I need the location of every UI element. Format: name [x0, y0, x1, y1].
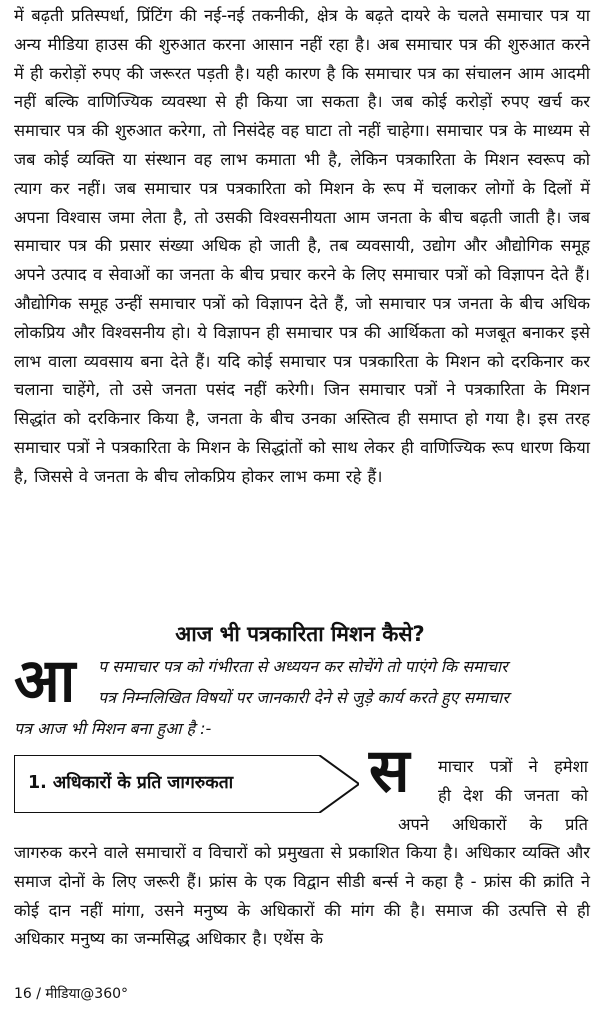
body-paragraph: में बढ़ती प्रतिस्पर्धा, प्रिंटिंग की नई-नई तकनीकी, क्षेत्र के बढ़ते दायरे के चलते समाचार पत्र या अन्य मीडिया हाउस की शुरुआत करना आसान नहीं रहा है। अब समाचार पत्र की शुरुआत करने में ही करोड़ों रुपए की जरूरत पड़ती है। यही कारण है कि समाचार पत्र का संचालन आम आदमी नहीं बल्कि वाणिज्यिक व्यवस्था से ही किया जा सकता है। जब कोई करोड़ों रुपए खर्च कर समाचार पत्र की शुरुआत करेगा, तो निसंदेह वह घाटा तो नहीं चाहेगा। समाचार पत्र के माध्यम से जब कोई व्यक्ति या संस्थान वह लाभ कमाता भी है, लेकिन पत्रकारिता के मिशन स्वरूप को त्याग कर नहीं। जब समाचार पत्र पत्रकारिता को मिशन के रूप में चलाकर लोगों के दिलों में अपना विश्वास जमा लेता है, तो उसकी विश्वसनीयता आम जनता के बीच बढ़ती जाती है। जब समाचार पत्र की प्रसार संख्या अधिक हो जाती है, तब व्यवसायी, उद्योग और औद्योगिक समूह अपने उत्पाद व सेवाओं का जनता के बीच प्रचार करने के लिए समाचार पत्रों को विज्ञापन देते हैं। औद्योगिक समूह उन्हीं समाचार पत्रों को विज्ञापन देते हैं, जो समाचार पत्र जनता के बीच अधिक लोकप्रिय और विश्वसनीय हो। ये विज्ञापन ही समाचार पत्र की आर्थिकता को मजबूत बनाकर इसे लाभ वाला व्यवसाय बना देते हैं। यदि कोई समाचार पत्र पत्रकारिता के मिशन को दरकिनार कर चलाना चाहेंगे, तो उसे जनता पसंद नहीं करेगी। जिन समाचार पत्रों ने पत्रकारिता के मिशन सिद्धांत को दरकिनार किया है, जनता के बीच उनका अस्तित्व ही समाप्त हो गया है। इस तरह समाचार पत्रों ने पत्रकारिता के मिशन के सिद्धांतों को साथ लेकर ही वाणिज्यिक रूप धारण किया है, जिससे वे जनता के बीच लोकप्रिय होकर लाभ कमा रहे हैं। [14, 6, 590, 486]
intro-line: प समाचार पत्र को गंभीरता से अध्ययन कर सोचेंगे तो पाएंगे कि समाचार [98, 657, 508, 676]
drop-cap: आ [14, 646, 76, 716]
section-heading: आज भी पत्रकारिता मिशन कैसे? [175, 622, 425, 646]
subsection-title-box [14, 755, 359, 813]
side-text-line: ही देश की जनता को [438, 786, 588, 805]
drop-cap: स [369, 736, 410, 806]
intro-line: पत्र आज भी मिशन बना हुआ है :- [14, 719, 212, 738]
body-paragraph: जागरुक करने वाले समाचारों व विचारों को प्रमुखता से प्रकाशित किया है। अधिकार व्यक्ति और समाज दोनों के लिए जरूरी हैं। फ्रांस के एक विद्वान सीडी बर्न्स ने कहा है - फ्रांस की क्रांति ने कोई दान नहीं मांगा, उसने मनुष्य के अधिकारों की मांग की है। समाज की उत्पत्ति से ही अधिकार मनुष्य का जन्मसिद्ध अधिकार है। एथेंस के [14, 843, 590, 949]
subsection-title: 1. अधिकारों के प्रति जागरुकता [28, 773, 234, 793]
side-text-line: माचार पत्रों ने हमेशा [438, 757, 588, 776]
page-footer: 16 / मीडिया@360° [14, 986, 129, 1002]
intro-line: पत्र निम्नलिखित विषयों पर जानकारी देने से जुड़े कार्य करते हुए समाचार [98, 688, 509, 707]
side-text-line: अपने अधिकारों के प्रति [398, 815, 588, 834]
